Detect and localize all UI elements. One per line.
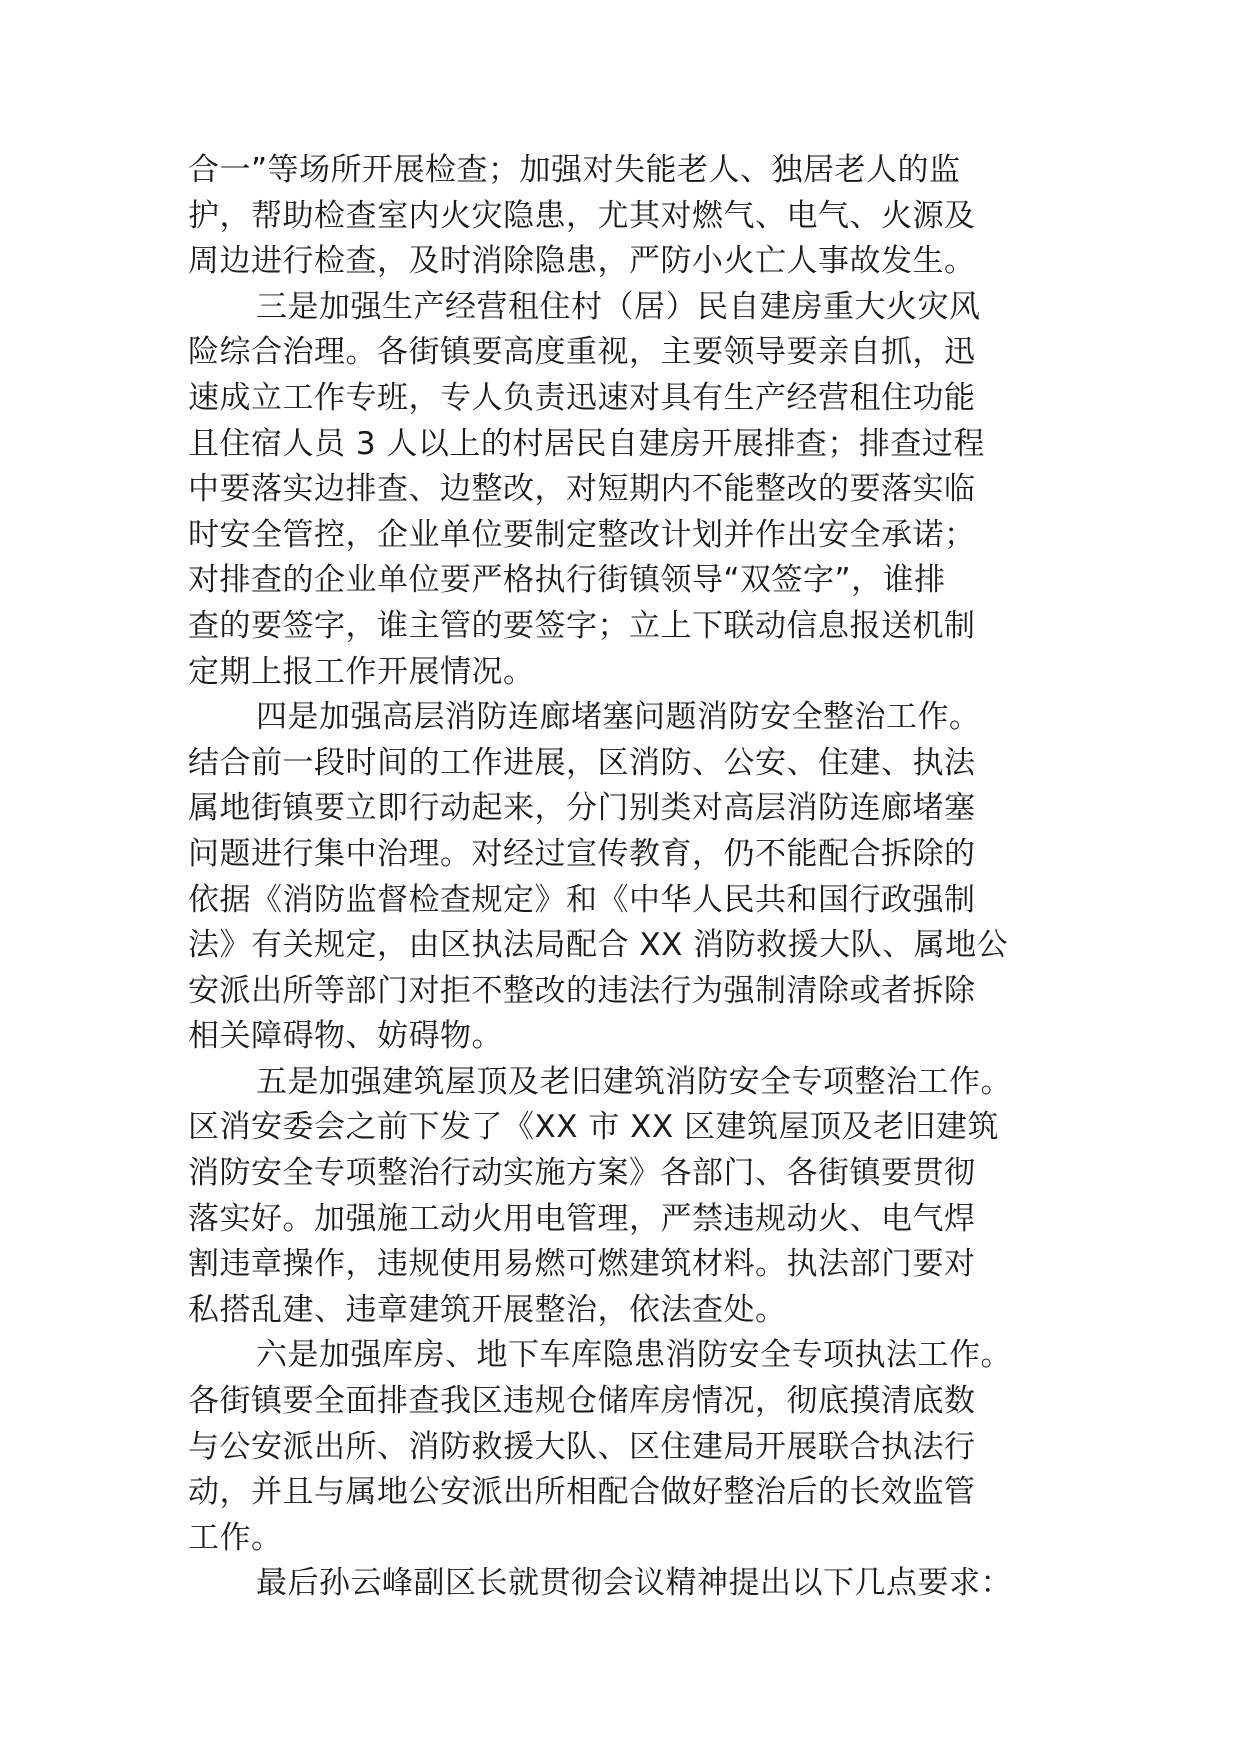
paragraph-first-line: 最后孙云峰副区长就贯彻会议精神提出以下几点要求： <box>256 1565 1012 1602</box>
text-line: 定期上报工作开展情况。 <box>188 653 535 690</box>
text-line: 与公安派出所、消防救援大队、区住建局开展联合执法行 <box>188 1428 976 1465</box>
text-line: 且住宿人员 3 人以上的村居民自建房开展排查；排查过程 <box>188 425 985 462</box>
paragraph-first-line: 六是加强库房、地下车库隐患消防安全专项执法工作。 <box>256 1337 1012 1374</box>
text-line: 安派出所等部门对拒不整改的违法行为强制清除或者拆除 <box>188 972 976 1009</box>
text-line: 险综合治理。各街镇要高度重视，主要领导要亲自抓，迅 <box>188 334 976 371</box>
text-line: 属地街镇要立即行动起来，分门别类对高层消防连廊堵塞 <box>188 790 976 827</box>
text-line: 法》有关规定，由区执法局配合 XX 消防救援大队、属地公 <box>188 927 1009 964</box>
text-line: 时安全管控，企业单位要制定整改计划并作出安全承诺； <box>188 516 976 553</box>
text-line: 相关障碍物、妨碍物。 <box>188 1018 503 1055</box>
text-line: 问题进行集中治理。对经过宣传教育，仍不能配合拆除的 <box>188 835 976 872</box>
text-line: 消防安全专项整治行动实施方案》各部门、各街镇要贯彻 <box>188 1155 976 1192</box>
text-line: 落实好。加强施工动火用电管理，严禁违规动火、电气焊 <box>188 1200 976 1237</box>
text-line: 割违章操作，违规使用易燃可燃建筑材料。执法部门要对 <box>188 1246 976 1283</box>
text-line: 周边进行检查，及时消除隐患，严防小火亡人事故发生。 <box>188 243 976 280</box>
text-line: 合一”等场所开展检查；加强对失能老人、独居老人的监 <box>188 152 961 188</box>
paragraph-first-line: 五是加强建筑屋顶及老旧建筑消防安全专项整治工作。 <box>256 1063 1012 1100</box>
text-line: 依据《消防监督检查规定》和《中华人民共和国行政强制 <box>188 881 976 918</box>
text-line: 对排查的企业单位要严格执行街镇领导“双签字”，谁排 <box>188 562 946 599</box>
paragraph-first-line: 三是加强生产经营租住村（居）民自建房重大火灾风 <box>256 288 981 325</box>
text-line: 速成立工作专班，专人负责迅速对具有生产经营租住功能 <box>188 379 976 416</box>
text-line: 私搭乱建、违章建筑开展整治，依法查处。 <box>188 1291 787 1328</box>
text-line: 结合前一段时间的工作进展，区消防、公安、住建、执法 <box>188 744 976 781</box>
text-line: 中要落实边排查、边整改，对短期内不能整改的要落实临 <box>188 471 976 508</box>
text-line: 各街镇要全面排查我区违规仓储库房情况，彻底摸清底数 <box>188 1383 976 1420</box>
text-line: 区消安委会之前下发了《XX 市 XX 区建筑屋顶及老旧建筑 <box>188 1109 1000 1146</box>
text-line: 动，并且与属地公安派出所相配合做好整治后的长效监管 <box>188 1474 976 1511</box>
text-line: 工作。 <box>188 1519 283 1556</box>
paragraph-first-line: 四是加强高层消防连廊堵塞问题消防安全整治工作。 <box>256 699 981 736</box>
text-line: 查的要签字，谁主管的要签字；立上下联动信息报送机制 <box>188 607 976 644</box>
text-line: 护，帮助检查室内火灾隐患，尤其对燃气、电气、火源及 <box>188 197 976 234</box>
document-body-text <box>188 148 1068 1607</box>
